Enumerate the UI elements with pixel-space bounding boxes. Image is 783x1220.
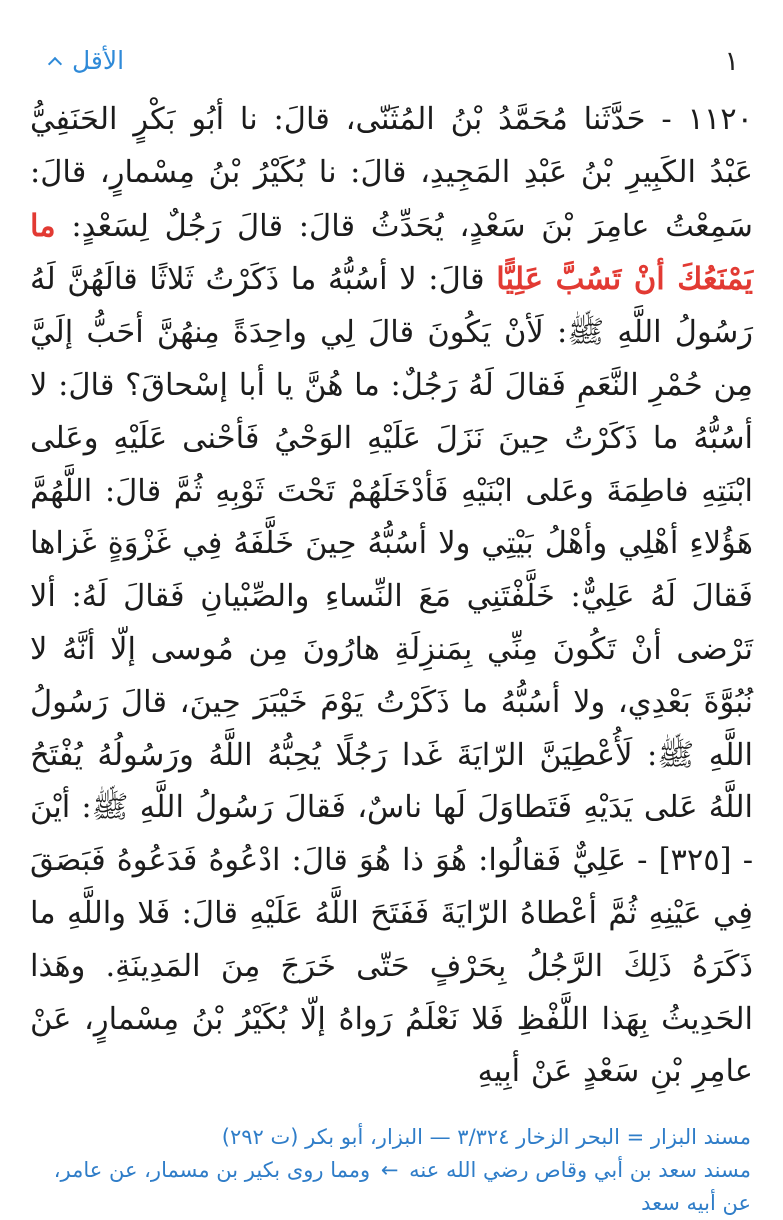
hadith-text-part-1: ١١٢٠ - حَدَّثَنا مُحَمَّدُ بْنُ المُثَنّى، قالَ: نا أبُو بَكْرٍ الحَنَفِيُّ عَبْدُ الكَبِيرِ بْنُ عَبْدِ المَجِيدِ، قالَ: نا بُكَيْرُ بْنُ مِسْمارٍ، قالَ: سَمِعْتُ عامِرَ بْنَ سَعْدٍ، يُحَدِّثُ قالَ: قالَ رَجُلٌ لِسَعْدٍ: — [30, 102, 753, 244]
page-header — [30, 38, 753, 82]
source-reference — [30, 1121, 753, 1220]
chevron-up-icon — [48, 54, 62, 68]
hadith-text — [30, 94, 753, 1099]
page-number: ١ — [724, 46, 739, 77]
collapse-label: الأقل — [72, 46, 125, 75]
highlighted-phrase: ما يَمْنَعُكَ أنْ تَسُبَّ عَلِيًّا — [30, 207, 753, 298]
arrow-left-icon: ← — [380, 1158, 399, 1183]
source-chapter: مسند سعد بن أبي وقاص رضي الله عنه — [409, 1158, 751, 1183]
source-book-link[interactable]: مسند البزار = البحر الزخار ٣/٣٢٤ — البزار، أبو بكر (ت ٢٩٢) — [221, 1125, 751, 1150]
source-section: ومما روى بكير بن مسمار، عن عامر، عن أبيه سعد — [53, 1158, 751, 1216]
hadith-text-part-2: قالَ: لا أسُبُّهُ ما ذَكَرْتُ ثَلاثًا قالَهُنَّ لَهُ رَسُولُ اللَّهِ ﷺ: لَأنْ يَكُونَ قالَ لِي واحِدَةً مِنهُنَّ أحَبُّ إلَيَّ مِن حُمْرِ النَّعَمِ فَقالَ لَهُ رَجُلٌ: ما هُنَّ يا أبا إسْحاقَ؟ قالَ: لا أسُبُّهُ ما ذَكَرْتُ حِينَ نَزَلَ عَلَيْهِ الوَحْيُ فَأحْنى عَلَيْهِ وعَلى ابْنَتِهِ فاطِمَةَ وعَلى ابْنَيْهِ فَأدْخَلَهُمْ تَحْتَ ثَوْبِهِ ثُمَّ قالَ: اللَّهُمَّ هَؤُلاءِ أهْلِي وأهْلُ بَيْتِي ولا أسُبُّهُ حِينَ خَلَّفَهُ فِي غَزْوَةٍ غَزاها فَقالَ لَهُ عَلِيٌّ: خَلَّفْتَنِي مَعَ النِّساءِ والصِّبْيانِ فَقالَ لَهُ: ألا تَرْضى أنْ تَكُونَ مِنِّي بِمَنزِلَةِ هارُونَ مِن مُوسى إلّا أنَّهُ لا نُبُوَّةَ بَعْدِي، ولا أسُبُّهُ ما ذَكَرْتُ يَوْمَ خَيْبَرَ حِينَ، قالَ رَسُولُ اللَّهِ ﷺ: لَأُعْطِيَنَّ الرّايَةَ غَدا رَجُلًا يُحِبُّهُ اللَّهُ ورَسُولُهُ يُفْتَحُ اللَّهُ عَلى يَدَيْهِ فَتَطاوَلَ لَها ناسٌ، فَقالَ رَسُولُ اللَّهِ ﷺ: أيْنَ - [٣٢٥] - عَلِيٌّ فَقالُوا: هُوَ ذا هُوَ قالَ: ادْعُوهُ فَدَعُوهُ فَبَصَقَ فِي عَيْنِهِ ثُمَّ أعْطاهُ الرّايَةَ فَفَتَحَ اللَّهُ عَلَيْهِ قالَ: فَلا واللَّهِ ما ذَكَرَهُ ذَلِكَ الرَّجُلُ بِحَرْفٍ حَتّى خَرَجَ مِنَ المَدِينَةِ. وهَذا الحَدِيثُ بِهَذا اللَّفْظِ فَلا نَعْلَمُ رَواهُ إلّا بُكَيْرُ بْنُ مِسْمارٍ، عَنْ عامِرِ بْنِ سَعْدٍ عَنْ أبِيهِ — [30, 262, 754, 1090]
source-chapter-path[interactable] — [30, 1154, 751, 1220]
collapse-toggle-button[interactable] — [48, 46, 124, 75]
